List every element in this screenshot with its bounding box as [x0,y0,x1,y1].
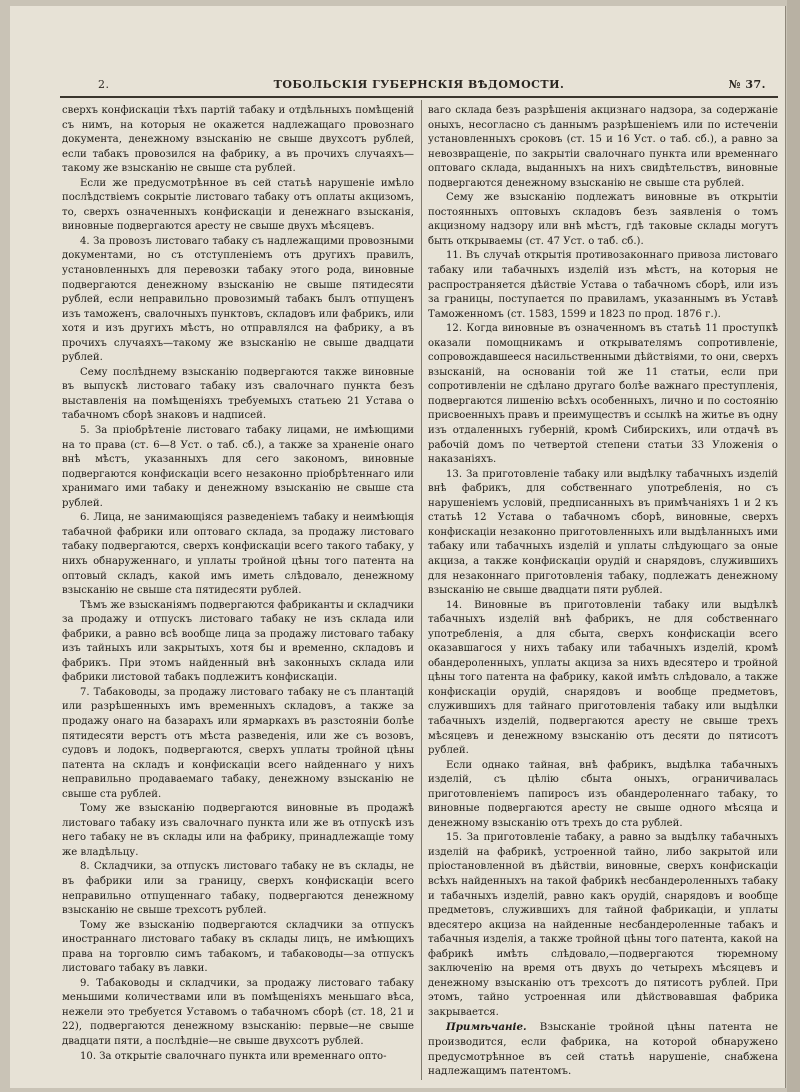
column-divider [421,100,422,1080]
paragraph: 8. Складчики, за отпускъ листоваго табаку не въ склады, не въ фабрики или за границу, сверхъ конфискаціи всего неправильно отпущеннаго табаку, подвергаются денежному взысканію не свыше трехсотъ рублей. [62,861,414,917]
header-rule [60,96,778,98]
paragraph: Сему послѣднему взысканію подвергаются также виновные въ выпускѣ листоваго табаку изъ свалочнаго пункта безъ выставленія на помѣщеніяхъ требуемыхъ статьею 21 Устава о табачномъ сборѣ знаковъ и надписей. [62,366,414,422]
right-column [428,104,778,1079]
paragraph: 14. Виновные въ приготовленіи табаку или выдѣлкѣ табачныхъ изделій внѣ фабрикъ, не для собственнаго употребленія, а для сбыта, сверхъ конфискаціи всего оказавшагося у нихъ табаку или табачныхъ изделій, кромѣ обандероленныхъ, уплаты акциза за нихъ вдесятеро и тройной цѣны того патента на фабрику, какой имѣть слѣдовало, а также конфискаціи орудій, снарядовъ и вообще предметовъ, служившихъ для тайнаго приготовленія табаку или выдѣлки табачныхъ изделій, подвергаются аресту не свыше трехъ мѣсяцевъ и денежному взысканію отъ десяти до пятисотъ рублей. [428,599,778,757]
paragraph: 12. Когда виновные въ означенномъ въ статьѣ 11 проступкѣ оказали помощникамъ и открывателямъ сопротивленіе, сопровождавшееся насильственными дѣйствіями, то они, сверхъ взысканій, на основаніи той же 11 статьи, если при сопротивленіи не сдѣлано другаго болѣе важнаго преступленія, подвергаются лишенію всѣхъ особенныхъ, лично и по состоянію присвоенныхъ правъ и преимуществъ и ссылкѣ на житье въ одну изъ отдаленныхъ губерній, кромѣ Сибирскихъ, или отдачѣ въ рабочій домъ по четвертой степени статьи 33 Уложенія о наказаніяхъ. [428,323,778,466]
left-column [62,104,414,1064]
note-label: Примѣчаніе. [446,1021,527,1034]
paragraph: Тѣмъ же взысканіямъ подвергаются фабриканты и складчики за продажу и отпускъ листоваго табаку не изъ склада или фабрики, а равно всѣ вообще лица за продажу листоваго табаку изъ тайныхъ или закрытыхъ, хотя бы и временно, складовъ и фабрикъ. При этомъ найденный внѣ законныхъ склада или фабрики листовой табакъ подлежитъ конфискаціи. [62,599,414,684]
page-number: 2. [98,78,110,91]
paragraph: Если же предусмотрѣнное въ сей статьѣ нарушеніе имѣло послѣдствіемъ сокрытіе листоваго табаку отъ оплаты акцизомъ, то, сверхъ означенныхъ конфискаціи и денежнаго взысканія, виновные подвергаются аресту не свыше двухъ мѣсяцевъ. [62,177,414,233]
paragraph: Тому же взысканію подвергаются виновные въ продажѣ листоваго табаку изъ свалочнаго пункта или же въ отпускѣ изъ него табаку не въ склады или на фабрику, принадлежащіе тому же владѣльцу. [62,803,414,858]
note-text: Взысканіе тройной цѣны патента не производится, если фабрика, на которой обнаружено предусмотрѣнное въ сей статьѣ нарушеніе, снабжена надлежащимъ патентомъ. [428,1021,778,1078]
paragraph: 9. Табаководы и складчики, за продажу листоваго табаку меньшими количествами или въ помѣщеніяхъ меньшаго вѣса, нежели это требуется Уставомъ о табачномъ сборѣ (ст. 18, 21 и 22), подвергаются денежному взысканію: первые—не свыше двадцати пяти, а послѣдніе—не свыше двухсотъ рублей. [62,977,414,1047]
issue-number: № 37. [728,78,766,91]
note-paragraph [428,1020,778,1078]
paragraph: 4. За провозъ листоваго табаку съ надлежащими провозными документами, но съ отступленіемъ отъ другихъ правилъ, установленныхъ для перевозки табаку этого рода, виновные подвергаются денежному взысканію не свыше пятидесяти рублей, если неправильно провозимый табакъ былъ отпущенъ изъ таможенъ, свалочныхъ пунктовъ, складовъ или фабрикъ, или хотя и изъ другихъ мѣстъ, но отправлялся на фабрику, а въ прочихъ случаяхъ—такому же взысканію не свыше двадцати рублей. [62,235,414,364]
page-header [60,76,778,96]
paragraph: 6. Лица, не занимающіяся разведеніемъ табаку и неимѣющія табачной фабрики или оптоваго склада, за продажу листоваго табаку подвергаются, сверхъ конфискаціи всего такого табаку, у нихъ обнаруженнаго, и уплаты тройной цѣны того патента на оптовый складъ, какой имъ иметь слѣдовало, денежному взысканію не свыше ста пятидесяти рублей. [62,512,414,597]
page-edge [787,0,800,1092]
paragraph: 10. За открытіе свалочнаго пункта или временнаго опто- [80,1050,387,1062]
paragraph: 7. Табаководы, за продажу листоваго табаку не съ плантацій или разрѣшенныхъ имъ временныхъ складовъ, а также за продажу онаго на базарахъ или ярмаркахъ въ разстояніи болѣе пятидесяти верстъ отъ мѣста разведенія, или же съ возовъ, судовъ и лодокъ, подвергаются, сверхъ уплаты тройной цѣны патента на складъ и конфискаціи всего найденнаго у нихъ неправильно продаваемаго табаку, денежному взысканію не свыше ста рублей. [62,686,414,800]
paragraph: 11. Въ случаѣ открытія противозаконнаго привоза листоваго табаку или табачныхъ изделій изъ мѣстъ, на которыя не распространяется дѣйствіе Устава о табачномъ сборѣ, или изъ за границы, поступается по правиламъ, указаннымъ въ Уставѣ Таможенномъ (ст. 1583, 1599 и 1823 по прод. 1876 г.). [428,250,778,320]
paragraph: Если однако тайная, внѣ фабрикъ, выдѣлка табачныхъ изделій, съ цѣлію сбыта оныхъ, ограничивалась приготовленіемъ папиросъ изъ обандероленнаго табаку, то виновные подвергаются аресту не свыше одного мѣсяца и денежному взысканію отъ трехъ до ста рублей. [428,759,778,829]
paragraph: 5. За пріобрѣтеніе листоваго табаку лицами, не имѣющими на то права (ст. 6—8 Уст. о таб. сб.), а также за храненіе онаго внѣ мѣстъ, указанныхъ для сего закономъ, виновные подвергаются конфискаціи всего незаконно пріобрѣтеннаго или хранимаго ими табаку и денежному взысканію не свыше ста рублей. [62,425,414,509]
paragraph: 13. За приготовленіе табаку или выдѣлку табачныхъ изделій внѣ фабрикъ, для собственнаго употребленія, но съ нарушеніемъ условій, предписанныхъ въ примѣчаніяхъ 1 и 2 къ статьѣ 12 Устава о табачномъ сборѣ, виновные, сверхъ конфискаціи незаконно приготовленныхъ или выдѣланныхъ ими табаку или табачныхъ изделій и уплаты слѣдующаго за оные акциза, а также конфискаціи орудій и снарядовъ, служившихъ для незаконнаго приготовленія табаку, подлежатъ денежному взысканію не свыше двадцати пяти рублей. [428,468,778,597]
paragraph: ваго склада безъ разрѣшенія акцизнаго надзора, за содержаніе оныхъ, несогласно съ даннымъ разрѣшеніемъ или по истеченіи установленныхъ сроковъ (ст. 15 и 16 Уст. о таб. сб.), а равно за невозвращеніе, по закрытіи свалочнаго пункта или временнаго оптоваго склада, выданныхъ на нихъ свидѣтельствъ, виновные подвергаются денежному взысканію не свыше ста рублей. [428,105,778,189]
paragraph: Тому же взысканію подвергаются складчики за отпускъ иностраннаго листоваго табаку въ склады лицъ, не имѣющихъ права на торговлю симъ табакомъ, и табаководы—за отпускъ листоваго табаку въ лавки. [62,919,414,975]
paragraph: Сему же взысканію подлежатъ виновные въ открытіи постоянныхъ оптовыхъ складовъ безъ заявленія о томъ акцизному надзору или внѣ мѣстъ, гдѣ таковые склады могутъ быть открываемы (ст. 47 Уст. о таб. сб.). [428,192,778,247]
paragraph: 15. За приготовленіе табаку, а равно за выдѣлку табачныхъ изделій на фабрикѣ, устроенной тайно, либо закрытой или пріостановленной въ дѣйствіи, виновные, сверхъ конфискаціи всѣхъ найденныхъ на такой фабрикѣ несбандероленныхъ табаку и табачныхъ изделій, равно какъ орудій, снарядовъ и вообще предметовъ, служившихъ для тайной фабрикаціи, и уплаты вдесятеро акциза на найденные несбандероленные табакъ и табачныя изделія, а также тройной цѣны того патента, какой на фабрикѣ имѣть слѣдовало,—подвергаются тюремному заключенію на время отъ двухъ до четырехъ мѣсяцевъ и денежному взысканію отъ трехсотъ до пятисотъ рублей. При этомъ, тайно устроенная или дѣйствовавшая фабрика закрывается. [428,832,778,1018]
newspaper-title: ТОБОЛЬСКІЯ ГУБЕРНСКІЯ ВѢДОМОСТИ. [273,78,565,91]
paragraph: сверхъ конфискаціи тѣхъ партій табаку и отдѣльныхъ помѣщеній съ нимъ, на которыя не окажется надлежащаго провознаго документа, денежному взысканію не свыше двухсотъ рублей, если табакъ провозился на фабрику, а въ прочихъ случаяхъ—такому же взысканію не свыше ста рублей. [62,105,414,175]
